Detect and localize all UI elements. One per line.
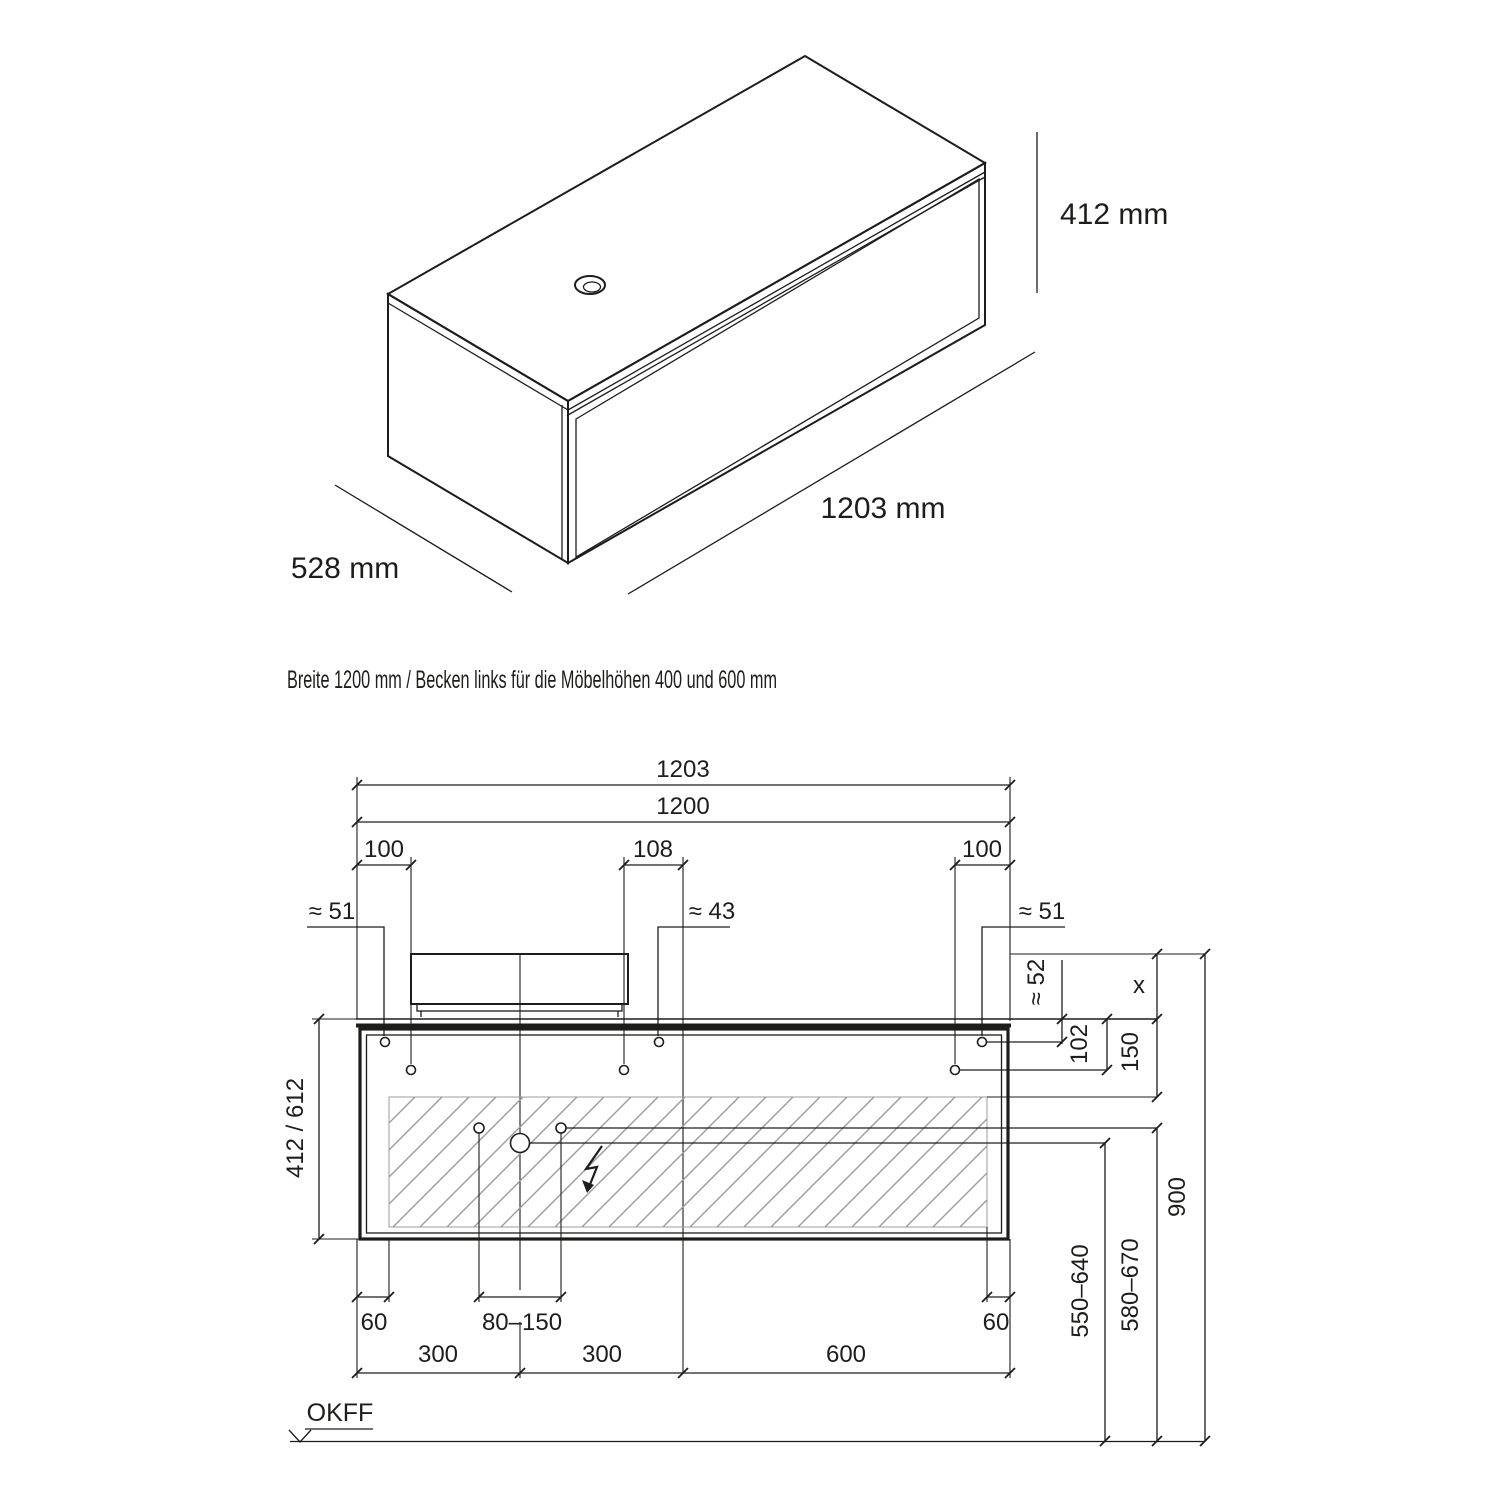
dim-550-label: 550–640	[1067, 1244, 1094, 1338]
approx-mid-label: ≈ 43	[688, 898, 736, 925]
approx-right-label: ≈ 51	[1018, 898, 1066, 925]
dim-580-label: 580–670	[1117, 1238, 1144, 1332]
isometric-view	[291, 56, 1169, 594]
dim-300a-label: 300	[417, 1341, 459, 1368]
dim-60-right-label: 60	[982, 1309, 1010, 1336]
okff-tick-icon	[289, 1430, 311, 1442]
okff-label: OKFF	[306, 1399, 374, 1427]
iso-left-face	[388, 294, 568, 563]
dim-offset-right-label: 100	[961, 836, 1003, 863]
approx-left-label: ≈ 51	[308, 898, 356, 925]
iso-height-label: 412 mm	[1060, 198, 1169, 231]
dim-102-label: 102	[1066, 1023, 1093, 1065]
dim-height-label: 412 / 612	[282, 1077, 309, 1179]
dim-60-left-label: 60	[360, 1309, 388, 1336]
iso-depth-label: 528 mm	[290, 552, 400, 585]
dim-overall-width-label: 1203	[656, 756, 710, 783]
caption: Breite 1200 mm / Becken links für die Möbelhöhen 400 und 600 mm	[287, 666, 777, 694]
faucet-hole-inner-icon	[584, 282, 601, 292]
dim-offset-mid-label: 108	[632, 836, 674, 863]
mount-hole	[407, 1066, 416, 1075]
dim-52-label: ≈ 52	[1023, 958, 1050, 1006]
iso-length-dim-line	[628, 352, 1035, 594]
okff-datum	[289, 1399, 1205, 1442]
dim-600-label: 600	[825, 1341, 867, 1368]
dim-150-label: 150	[1117, 1031, 1144, 1073]
front-elevation	[282, 756, 1210, 1446]
dim-offset-left-label: 100	[363, 836, 405, 863]
dim-body-width-label: 1200	[656, 793, 710, 820]
supply-hole	[556, 1123, 566, 1133]
mount-hole	[620, 1066, 629, 1075]
supply-hole	[474, 1123, 484, 1133]
mount-hole	[381, 1038, 390, 1047]
dim-x-label: x	[1133, 972, 1145, 999]
iso-length-label: 1203 mm	[820, 492, 946, 525]
mount-hole	[978, 1038, 987, 1047]
iso-counter-reveal-1	[568, 172, 985, 410]
dim-80-150-label: 80–150	[481, 1309, 563, 1336]
drain-hole	[511, 1134, 530, 1153]
dim-900-label: 900	[1164, 1176, 1191, 1218]
dim-300b-label: 300	[581, 1341, 623, 1368]
mount-hole	[655, 1038, 664, 1047]
iso-left-reveal	[388, 303, 568, 410]
mount-hole	[951, 1066, 960, 1075]
